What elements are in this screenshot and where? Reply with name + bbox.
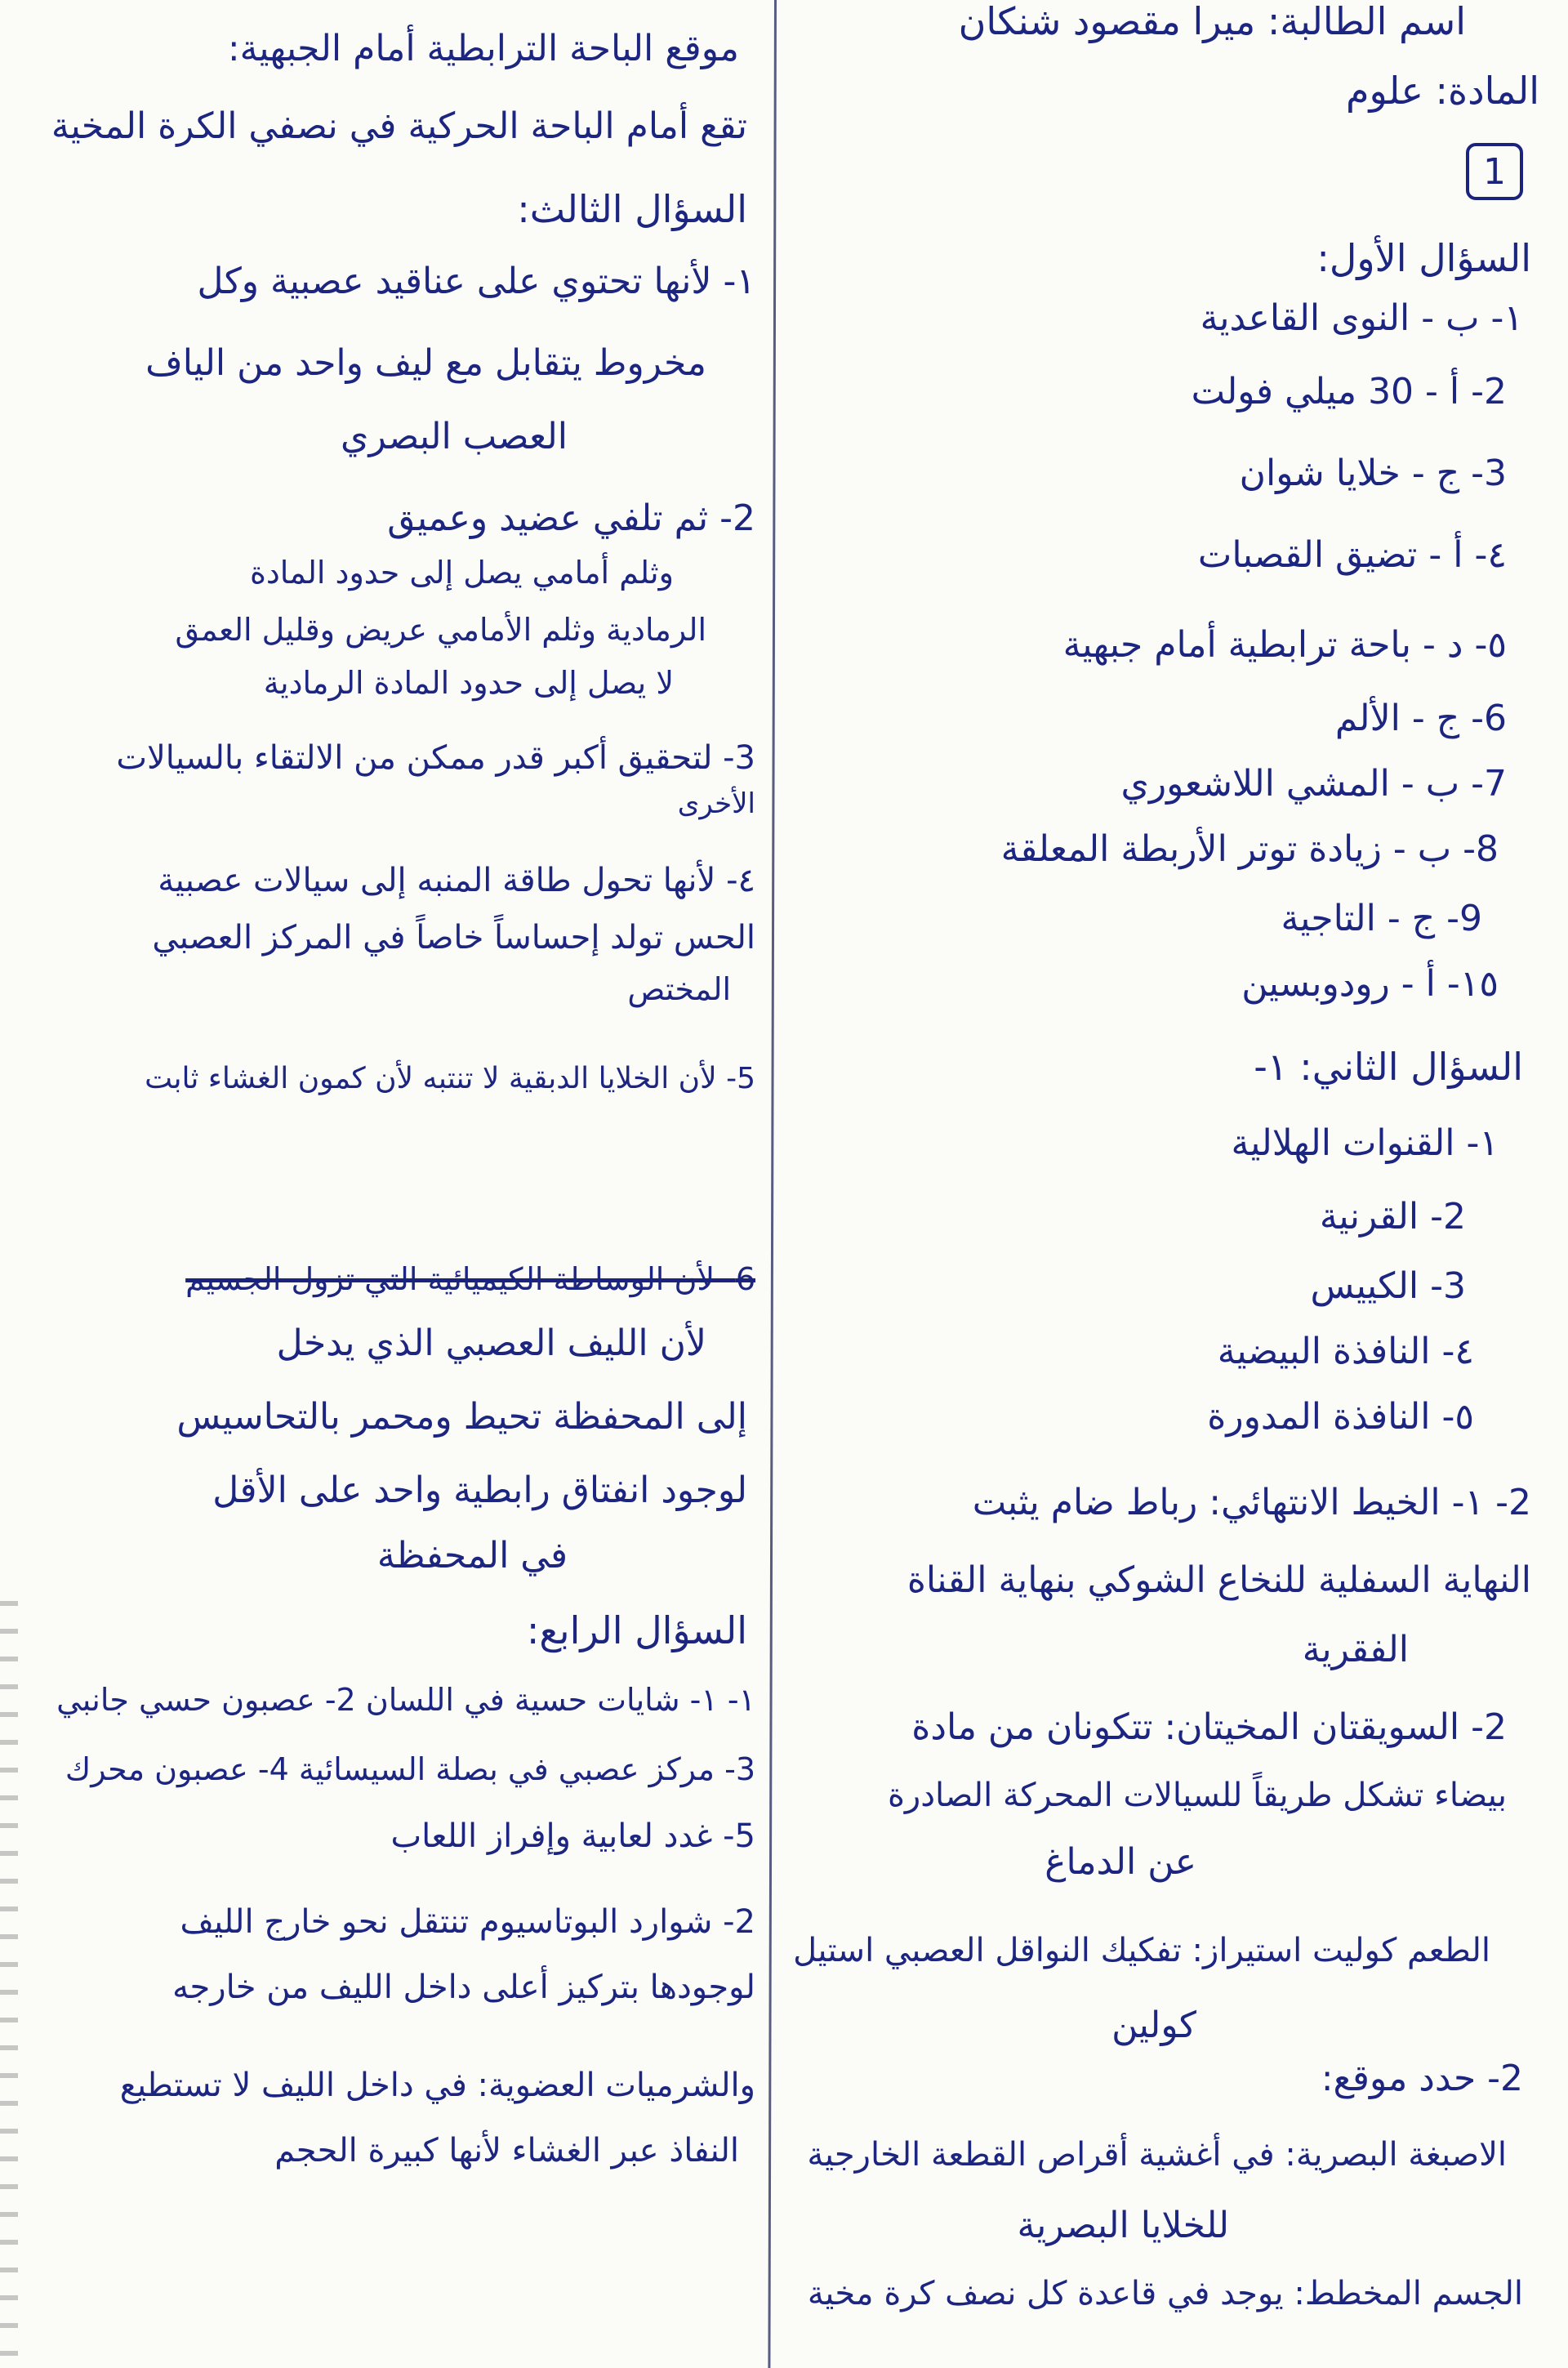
q3-a6-line-1: لأن الليف العصبي الذي يدخل [276, 1322, 706, 1364]
q3-a6-line-3: لوجود انفتاق رابطية واحد على الأقل [212, 1469, 747, 1511]
q3-a5: 5- لأن الخلايا الدبقية لا تنتبه لأن كمون الغشاء ثابت [145, 1062, 755, 1095]
prefrontal-location-answer: تقع أمام الباحة الحركية في نصفي الكرة المخية [51, 105, 747, 147]
q2b-line-5: بيضاء تشكل طريقاً للسيالات المحركة الصادرة [887, 1777, 1507, 1814]
q1-answer-7: 7- ب - المشي اللاشعوري [1120, 763, 1507, 805]
q3-a4-line-2: الحس تولد إحساساً خاصاً في المركز العصبي [152, 919, 755, 957]
student-name: اسم الطالبة: ميرا مقصود شنكان [958, 0, 1466, 43]
q2b-line-6: عن الدماغ [1045, 1841, 1196, 1883]
q4-b2-line-4: النفاذ عبر الغشاء لأنها كبيرة الحجم [274, 2132, 739, 2170]
page-number-box [1466, 143, 1523, 200]
q2b-line-2: النهاية السفلية للنخاع الشوكي بنهاية القناة [906, 1559, 1531, 1601]
q2b-line-4: 2- السويقتان المخيتان: تتكونان من مادة [911, 1706, 1507, 1748]
q2b-line-7: الطعم كوليت استيراز: تفكيك النواقل العصبي استيل [793, 1932, 1490, 1969]
q2b-line-8: كولين [1111, 2005, 1196, 2046]
q1-answer-8: 8- ب - زيادة توتر الأربطة المعلقة [1000, 828, 1499, 870]
q4-b1-line-1: ١- ١- شايات حسية في اللسان 2- عصبون حسي جانبي [56, 1682, 755, 1718]
q3-a1-line-3: العصب البصري [341, 416, 568, 457]
q2-term-5: ٥- النافذة المدورة [1207, 1396, 1474, 1438]
q2-term-1: ١- القنوات الهلالية [1231, 1122, 1499, 1164]
q3-a2-line-1: 2- ثم تلفي عضيد وعميق [387, 497, 755, 539]
q2c-title: 2- حدد موقع: [1321, 2058, 1523, 2099]
q3-a3-line-1: 3- لتحقيق أكبر قدر ممكن من الالتقاء بالسيالات [116, 739, 755, 777]
q3-a4-line-1: ٤- لأنها تحول طاقة المنبه إلى سيالات عصبية [158, 862, 755, 899]
q4-b2-line-2: لوجودها بتركيز أعلى داخل الليف من خارجه [172, 1969, 755, 2006]
q1-answer-4: ٤- أ - تضيق القصبات [1197, 534, 1507, 576]
q2-title: السؤال الثاني: ١- [1254, 1045, 1523, 1089]
q4-b2-line-1: 2- شوارد البوتاسيوم تنتقل نحو خارج الليف [180, 1903, 755, 1941]
q3-a3-line-2: الأخرى [677, 787, 755, 820]
q3-a6-line-2: إلى المحفظة تحيط ومحمر بالتحاسيس [176, 1396, 747, 1438]
subject-line: المادة: علوم [1345, 69, 1539, 113]
q2c-line-3: الجسم المخطط: يوجد في قاعدة كل نصف كرة مخية [807, 2275, 1523, 2312]
q4-b2-line-3: والشرميات العضوية: في داخل الليف لا تستطيع [119, 2067, 755, 2104]
q3-a2-line-2: وثلم أمامي يصل إلى حدود المادة [249, 555, 674, 591]
column-divider [768, 0, 777, 2368]
q2c-line-1: الاصبغة البصرية: في أغشية أقراص القطعة الخارجية [807, 2136, 1507, 2174]
q1-answer-10: ١٥- أ - رودوبسين [1241, 963, 1499, 1005]
q4-b1-line-2: 3- مركز عصبي في بصلة السيسائية 4- عصبون محرك [65, 1751, 755, 1787]
q2b-line-1: 2- ١- الخيط الانتهائي: رباط ضام يثبت [972, 1482, 1531, 1523]
q2c-line-2: للخلايا البصرية [1017, 2205, 1229, 2246]
q1-answer-9: 9- ج - التاجية [1281, 898, 1482, 939]
q1-answer-6: 6- ج - الألم [1334, 698, 1507, 739]
prefrontal-location-title: موقع الباحة الترابطية أمام الجبهية: [227, 28, 739, 69]
q3-a6-struck-line: 6- لأن الوساطة الكيميائية التي تزول الجسيم [185, 1261, 755, 1297]
q1-answer-2: 2- أ - 30 ميلي فولت [1191, 371, 1507, 413]
page-number: 1 [1483, 150, 1506, 193]
q2-term-2: 2- القرنية [1319, 1196, 1466, 1238]
q2b-line-3: الفقرية [1302, 1629, 1409, 1670]
q3-a4-line-3: المختص [627, 971, 731, 1007]
q3-title: السؤال الثالث: [517, 187, 747, 231]
q3-a1-line-1: ١- لأنها تحتوي على عناقيد عصبية وكل [197, 261, 755, 302]
q3-a2-line-4: لا يصل إلى حدود المادة الرمادية [263, 665, 674, 701]
q1-answer-3: 3- ج - خلايا شوان [1239, 453, 1507, 494]
q4-title: السؤال الرابع: [526, 1608, 747, 1652]
q1-answer-1: ١- ب - النوى القاعدية [1200, 297, 1523, 339]
q3-a6-line-4: في المحفظة [376, 1535, 568, 1576]
q1-answer-5: ٥- د - باحة ترابطية أمام جبهية [1062, 624, 1507, 666]
q3-a1-line-2: مخروط يتقابل مع ليف واحد من الياف [145, 342, 706, 384]
q2-term-3: 3- الكييس [1310, 1265, 1466, 1307]
q2-term-4: ٤- النافذة البيضية [1217, 1331, 1474, 1372]
q1-title: السؤال الأول: [1316, 236, 1531, 280]
spiral-binding [0, 1601, 18, 2368]
q3-a2-line-3: الرمادية وثلم الأمامي عريض وقليل العمق [175, 612, 706, 648]
q4-b1-line-3: 5- غدد لعابية وإفراز اللعاب [390, 1817, 755, 1855]
